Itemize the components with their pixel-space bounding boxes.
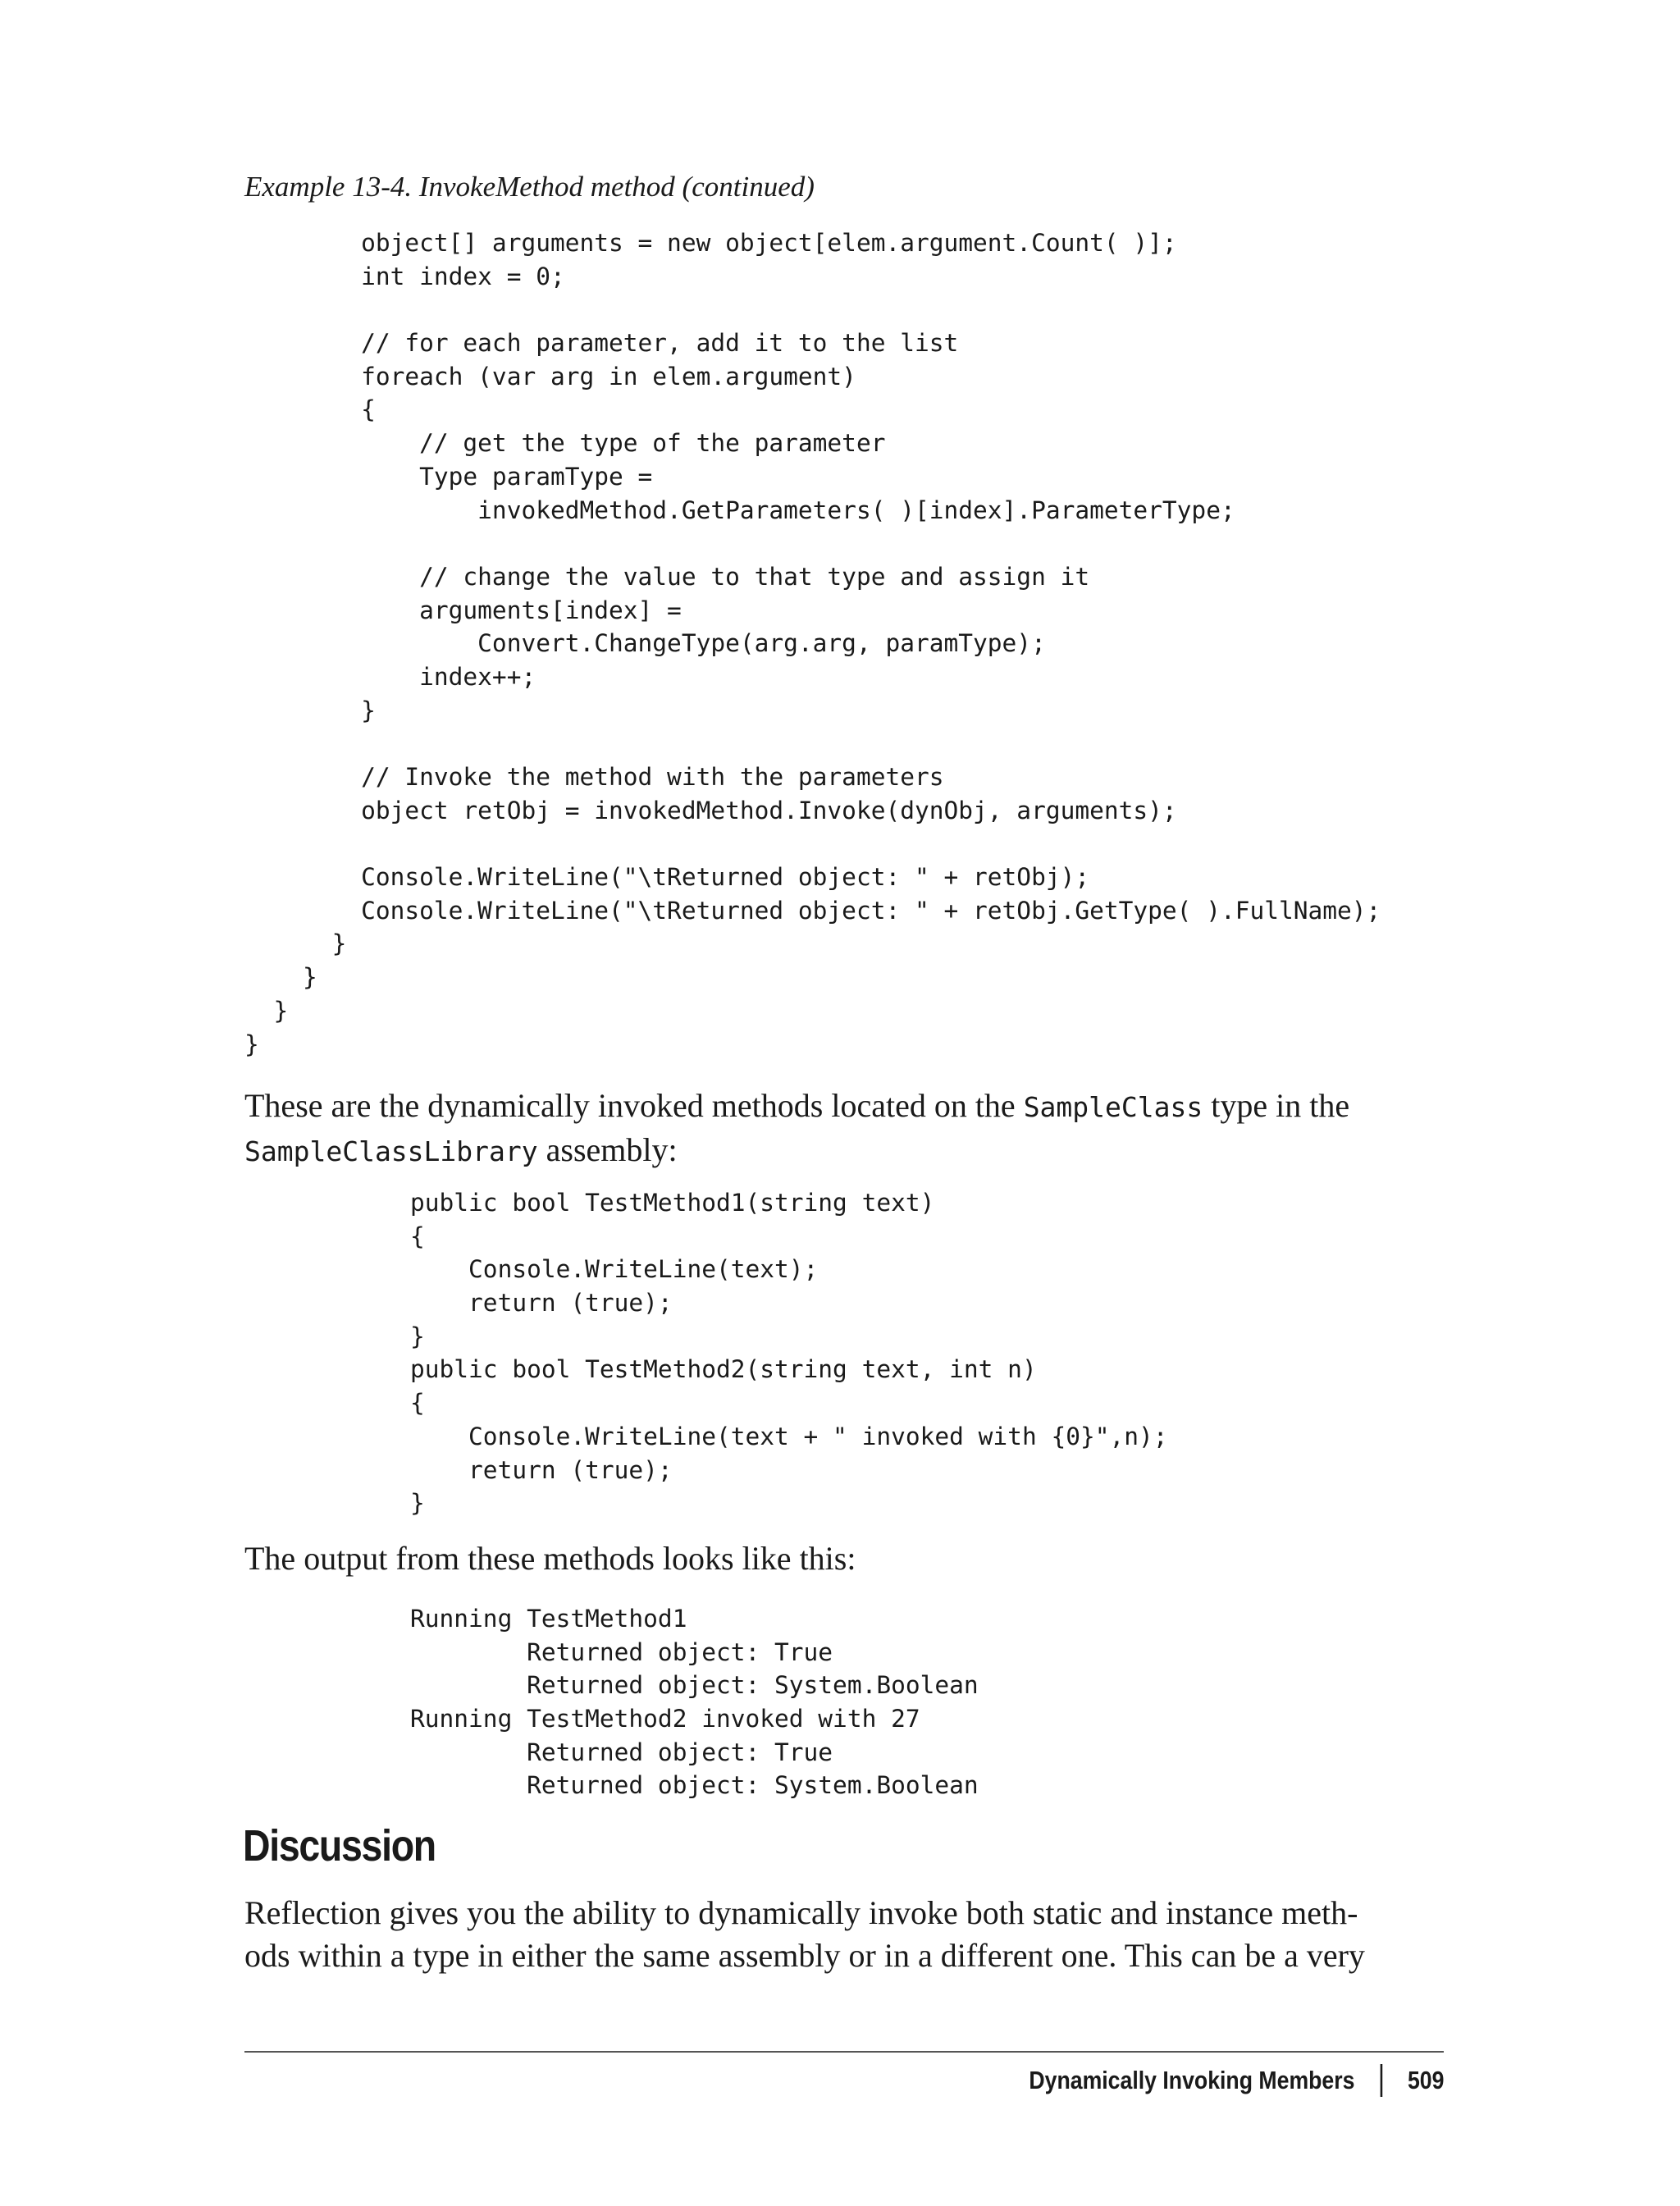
code-line: int index = 0; bbox=[244, 262, 565, 290]
inline-code-sampleclasslibrary: SampleClassLibrary bbox=[244, 1135, 538, 1167]
code-line: Returned object: System.Boolean bbox=[410, 1771, 979, 1800]
code-line: } bbox=[410, 1322, 425, 1350]
page-number: 509 bbox=[1407, 2066, 1444, 2094]
paragraph-text: type in the bbox=[1203, 1087, 1350, 1124]
code-line: arguments[index] = bbox=[244, 596, 682, 624]
code-line: public bool TestMethod2(string text, int n) bbox=[410, 1355, 1037, 1384]
code-line bbox=[244, 727, 1381, 760]
code-line: // change the value to that type and assign it bbox=[244, 562, 1090, 591]
code-line: } bbox=[410, 1489, 425, 1518]
inline-code-sampleclass: SampleClass bbox=[1023, 1091, 1203, 1123]
code-line: } bbox=[244, 696, 376, 724]
code-line: Returned object: True bbox=[410, 1738, 833, 1766]
code-line: } bbox=[244, 963, 317, 992]
code-line: } bbox=[244, 1030, 259, 1058]
paragraph-line: Reflection gives you the ability to dynamically invoke both static and instance meth- bbox=[244, 1894, 1358, 1931]
code-line: { bbox=[410, 1389, 425, 1418]
section-heading-discussion: Discussion bbox=[243, 1821, 436, 1870]
code-line bbox=[244, 527, 1381, 560]
code-line: // for each parameter, add it to the list bbox=[244, 329, 959, 358]
code-line: { bbox=[410, 1222, 425, 1250]
code-block-test-methods bbox=[410, 1186, 1168, 1520]
footer-section-title: Dynamically Invoking Members bbox=[1028, 2066, 1355, 2094]
page-footer bbox=[1029, 2064, 1444, 2097]
paragraph-text: These are the dynamically invoked methods located on the bbox=[244, 1087, 1024, 1124]
code-line: invokedMethod.GetParameters( )[index].ParameterType; bbox=[244, 496, 1235, 524]
code-line: foreach (var arg in elem.argument) bbox=[244, 362, 856, 391]
code-line: public bool TestMethod1(string text) bbox=[410, 1189, 935, 1217]
code-line: Console.WriteLine("\tReturned object: " + retObj.GetType( ).FullName); bbox=[244, 896, 1381, 925]
code-line: return (true); bbox=[410, 1455, 673, 1484]
code-line: } bbox=[244, 929, 347, 958]
code-line: return (true); bbox=[410, 1289, 673, 1318]
code-line: Returned object: System.Boolean bbox=[410, 1671, 979, 1700]
code-block-invoke-method bbox=[244, 226, 1381, 1061]
code-block-output bbox=[410, 1602, 979, 1802]
code-line: Console.WriteLine("\tReturned object: " + retObj); bbox=[244, 863, 1090, 892]
code-line: Running TestMethod2 invoked with 27 bbox=[410, 1705, 920, 1733]
paragraph-output-intro: The output from these methods looks like this: bbox=[244, 1540, 856, 1577]
footer-separator bbox=[1380, 2064, 1382, 2097]
paragraph-discussion bbox=[244, 1892, 1444, 1977]
paragraph-text: assembly: bbox=[537, 1131, 678, 1168]
code-line: object retObj = invokedMethod.Invoke(dynObj, arguments); bbox=[244, 796, 1177, 824]
code-line: Returned object: True bbox=[410, 1637, 833, 1666]
code-line: Type paramType = bbox=[244, 462, 653, 491]
code-line: Console.WriteLine(text); bbox=[410, 1255, 819, 1284]
code-line bbox=[244, 827, 1381, 861]
paragraph-line: ods within a type in either the same assembly or in a different one. This can be a very bbox=[244, 1937, 1365, 1974]
code-line: Convert.ChangeType(arg.arg, paramType); bbox=[244, 629, 1046, 658]
code-line: Console.WriteLine(text + " invoked with {0}",n); bbox=[410, 1422, 1168, 1450]
code-line: // get the type of the parameter bbox=[244, 429, 886, 458]
code-line: object[] arguments = new object[elem.argument.Count( )]; bbox=[244, 229, 1177, 257]
example-caption: Example 13-4. InvokeMethod method (continued) bbox=[244, 171, 815, 203]
code-line: } bbox=[244, 996, 289, 1025]
code-line: // Invoke the method with the parameters bbox=[244, 763, 944, 791]
paragraph-sample-class-intro bbox=[244, 1085, 1444, 1173]
code-line: index++; bbox=[244, 662, 536, 691]
code-line: Running TestMethod1 bbox=[410, 1605, 687, 1633]
code-line: { bbox=[244, 395, 376, 424]
footer-rule bbox=[244, 2051, 1444, 2053]
code-line bbox=[244, 293, 1381, 327]
